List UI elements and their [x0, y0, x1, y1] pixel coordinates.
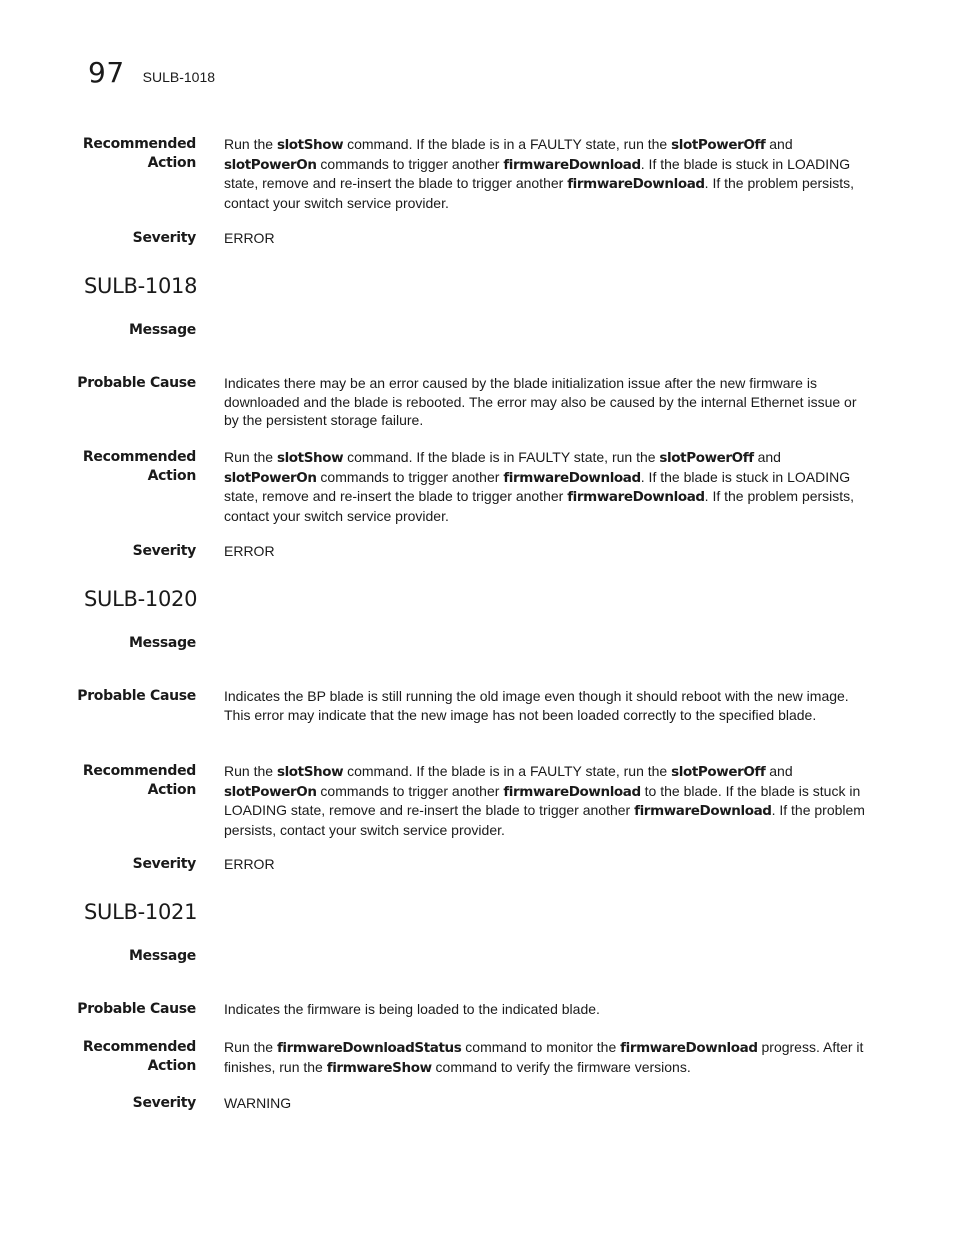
- command-name: slotPowerOff: [671, 137, 766, 153]
- chapter-number: 97: [88, 56, 125, 89]
- section-title: SULB-1020: [84, 587, 198, 611]
- command-name: firmwareDownload: [503, 783, 641, 800]
- severity-value: ERROR: [224, 543, 275, 559]
- command-name: firmwareDownload: [567, 176, 705, 193]
- command-name: slotShow: [276, 137, 344, 153]
- recommended-action-text: Run the firmwareDownloadStatus command to monitor the firmwareDownload progress. After it finishes, run the firmwareShow command to verify the firmware versions.: [224, 1039, 864, 1076]
- probable-cause-text: Indicates the firmware is being loaded to the indicated blade.: [224, 1001, 600, 1017]
- command-name: slotPowerOn: [224, 783, 317, 800]
- command-name: firmwareDownloadStatus: [276, 1040, 462, 1056]
- message-label: Message: [129, 635, 196, 651]
- command-name: slotPowerOff: [659, 450, 754, 466]
- command-name: firmwareDownload: [567, 489, 705, 506]
- message-label: Message: [129, 948, 196, 964]
- probable-cause-label: Probable Cause: [77, 688, 196, 704]
- section-title: SULB-1018: [84, 274, 198, 298]
- recommended-action-text: Run the slotShow command. If the blade is in FAULTY state, run the slotPowerOff and slotPowerOn commands to trigger another firmwareDownload. If the blade is stuck in LOADING state, remove and re-insert the blade to trigger another firmwareDownload. If the problem persists, contact your switch service provider.: [224, 449, 855, 525]
- recommended-action-text: Run the slotShow command. If the blade is in a FAULTY state, run the slotPowerOff and slotPowerOn commands to trigger another firmwareDownload to the blade. If the blade is stuck in LOADING state, remove and re-insert the blade to trigger another firmwareDownload. If the problem persists, contact your switch service provider.: [224, 763, 865, 839]
- probable-cause-label: Probable Cause: [77, 1001, 196, 1017]
- message-label: Message: [129, 322, 196, 338]
- command-name: slotShow: [276, 450, 344, 466]
- page-header: [88, 56, 215, 90]
- probable-cause-label: Probable Cause: [77, 375, 196, 391]
- severity-label: Severity: [132, 856, 196, 872]
- running-title: SULB-1018: [142, 69, 216, 85]
- command-name: slotPowerOn: [224, 156, 317, 173]
- command-name: firmwareDownload: [620, 1040, 758, 1056]
- severity-label: Severity: [132, 1095, 196, 1111]
- section-title: SULB-1021: [84, 900, 198, 924]
- probable-cause-text: Indicates there may be an error caused by the blade initialization issue after the new firmware is downloaded and the blade is rebooted. The error may also be caused by the internal Ethernet issue or by the persistent storage failure.: [224, 375, 857, 429]
- severity-value: ERROR: [224, 230, 275, 246]
- severity-label: Severity: [132, 543, 196, 559]
- severity-label: Severity: [132, 230, 196, 246]
- command-name: slotPowerOff: [671, 764, 766, 780]
- command-name: slotShow: [276, 764, 344, 780]
- recommended-action-label: Recommended Action: [82, 449, 196, 484]
- recommended-action-label: Recommended Action: [82, 1039, 196, 1074]
- command-name: firmwareShow: [326, 1059, 432, 1076]
- severity-value: ERROR: [224, 856, 275, 872]
- command-name: slotPowerOn: [224, 469, 317, 486]
- recommended-action-label: Recommended Action: [82, 136, 196, 171]
- command-name: firmwareDownload: [634, 803, 772, 820]
- recommended-action-label: Recommended Action: [82, 763, 196, 798]
- command-name: firmwareDownload: [503, 469, 641, 486]
- severity-value: WARNING: [224, 1095, 292, 1111]
- recommended-action-text: Run the slotShow command. If the blade is in a FAULTY state, run the slotPowerOff and slotPowerOn commands to trigger another firmwareDownload. If the blade is stuck in LOADING state, remove and re-insert the blade to trigger another firmwareDownload. If the problem persists, contact your switch service provider.: [224, 136, 855, 212]
- command-name: firmwareDownload: [503, 156, 641, 173]
- probable-cause-text: Indicates the BP blade is still running the old image even though it should reboot with the new image. This error may indicate that the new image has not been loaded correctly to the specified blade.: [224, 688, 849, 723]
